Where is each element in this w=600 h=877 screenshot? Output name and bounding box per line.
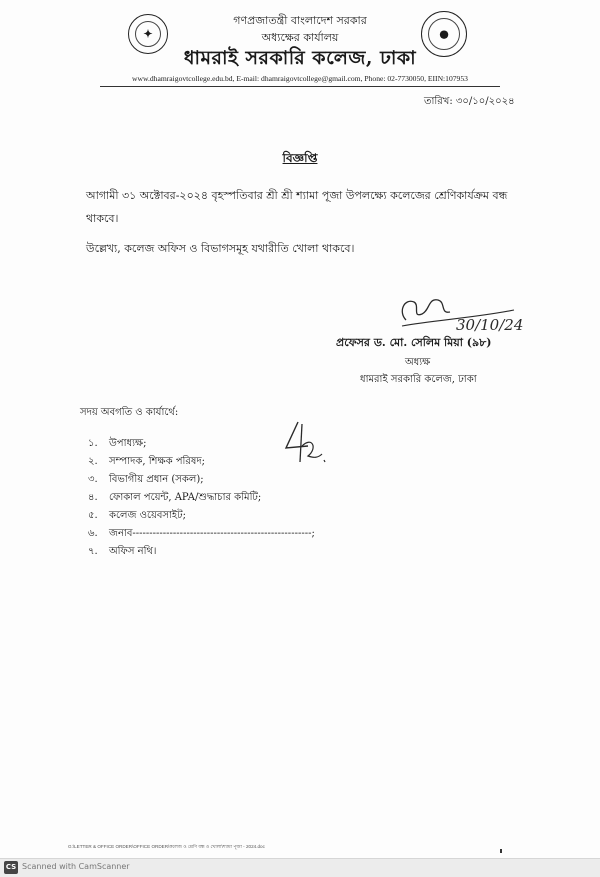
distribution-item [88, 526, 315, 543]
handwritten-date: 30/10/24 [456, 316, 524, 334]
item-number: ১. [88, 438, 98, 449]
signatory-college: ধামরাই সরকারি কলেজ, ঢাকা [360, 374, 477, 385]
footer-mark [500, 849, 502, 853]
handwritten-initials [278, 418, 330, 470]
item-number: ৩. [88, 474, 98, 485]
distribution-item [88, 544, 157, 561]
distribution-item [88, 508, 186, 525]
file-path: G:\LETTER & OFFICE ORDER\OFFICE ORDER\কলেজ ও শ্রেণি বন্ধ ও খোলা\শ্যামা পূজা - 2024.doc [68, 844, 265, 849]
signatory-title: অধ্যক্ষ [405, 357, 431, 368]
item-number: ৪. [88, 492, 98, 503]
distribution-item [88, 490, 261, 507]
notice-title-text: বিজ্ঞপ্তি [282, 151, 318, 165]
distribution-heading: সদয় অবগতি ও কার্যার্থে: [80, 407, 179, 418]
college-name: ধামরাই সরকারি কলেজ, ঢাকা [183, 47, 417, 69]
college-logo: ✦ [128, 14, 168, 54]
item-text: অফিস নথি। [109, 546, 157, 557]
item-text: জনাব-----------------------------------------------------; [109, 528, 315, 539]
signatory-name: প্রফেসর ড. মো. সেলিম মিয়া (৯৮) [336, 336, 492, 349]
government-name: গণপ্রজাতন্ত্রী বাংলাদেশ সরকার [233, 14, 367, 27]
office-name: অধ্যক্ষের কার্যালয় [261, 31, 339, 44]
notice-date: তারিখ: ৩০/১০/২০২৪ [424, 96, 515, 107]
item-number: ৭. [88, 546, 98, 557]
distribution-item [88, 454, 205, 471]
scanner-watermark-bar [0, 858, 600, 877]
contact-line: www.dhamraigovtcollege.edu.bd, E-mail: dhamraigovtcollege@gmail.com, Phone: 02-7730050, EIIN:107953 [132, 74, 468, 83]
notice-body-line-1: আগামী ৩১ অক্টোবর-২০২৪ বৃহস্পতিবার শ্রী শ্রী শ্যামা পূজা উপলক্ষ্যে কলেজের শ্রেণিকার্যক্রম বন্ধ [86, 189, 508, 202]
item-number: ৫. [88, 510, 98, 521]
header-divider [100, 86, 500, 87]
item-text: ফোকাল পয়েন্ট, APA/শুদ্ধাচার কমিটি; [109, 492, 262, 503]
distribution-item [88, 472, 204, 489]
distribution-item [88, 436, 146, 453]
item-number: ৬. [88, 528, 98, 539]
handwritten-signature [394, 290, 544, 338]
government-seal: ● [421, 11, 467, 57]
item-text: বিভাগীয় প্রধান (সকল); [109, 474, 204, 485]
notice-title [0, 150, 600, 170]
item-text: কলেজ ওয়েবসাইট; [109, 510, 186, 521]
notice-body-line-2: উল্লেখ্য, কলেজ অফিস ও বিভাগসমূহ যথারীতি খোলা থাকবে। [86, 242, 355, 255]
notice-body-line-1-cont: থাকবে। [86, 212, 119, 225]
camscanner-logo-icon: CS [4, 861, 18, 874]
item-number: ২. [88, 456, 98, 467]
item-text: উপাধ্যক্ষ; [109, 438, 147, 449]
item-text: সম্পাদক, শিক্ষক পরিষদ; [109, 456, 206, 467]
camscanner-text: Scanned with CamScanner [22, 862, 130, 871]
